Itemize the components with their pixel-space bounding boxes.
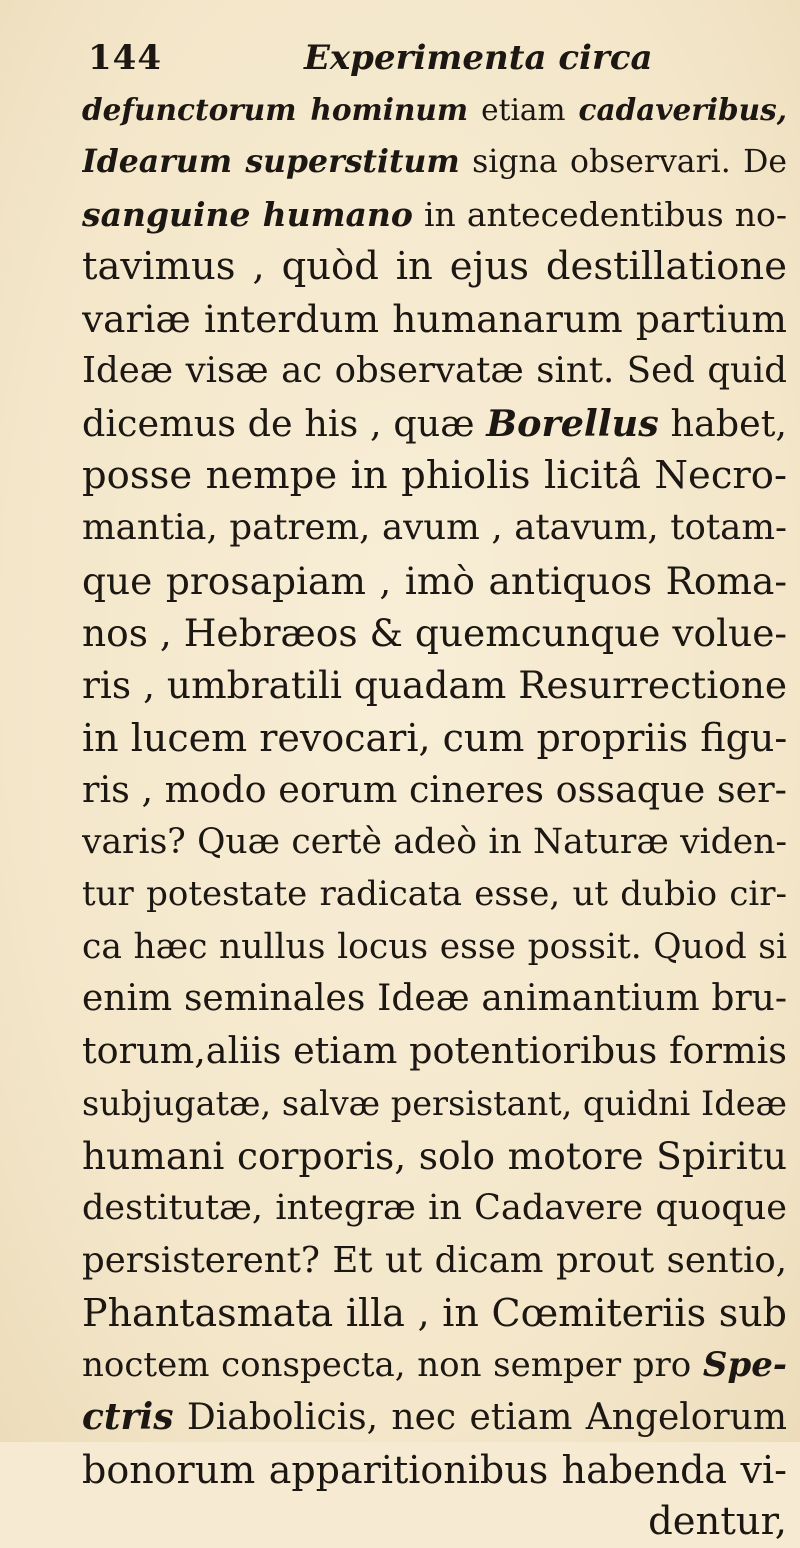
text-line <box>82 607 787 659</box>
italic-text: defunctorum hominum <box>82 92 469 127</box>
text-segment: dicemus de his , quæ <box>82 401 487 445</box>
italic-text: sanguine humano <box>82 194 413 234</box>
text-line <box>82 189 787 241</box>
running-head: Experimenta circa <box>304 38 653 78</box>
text-segment: que prosapiam , imò antiquos Roma- <box>82 558 787 603</box>
text-segment: etiam <box>468 93 579 127</box>
text-segment: tavimus , quòd in ejus destillatione <box>82 243 787 289</box>
text-segment: variæ interdum humanarum partium <box>82 297 787 342</box>
text-segment: enim seminales Ideæ animantium bru- <box>82 978 787 1020</box>
text-segment: Diabolicis, nec etiam Angelorum <box>173 1397 787 1439</box>
text-line <box>82 868 787 920</box>
text-segment: humani corporis, solo motore Spiritu <box>82 1133 787 1178</box>
text-segment: ca hæc nullus locus esse possit. Quod si <box>82 926 787 967</box>
text-line <box>82 816 787 868</box>
text-segment: signa observari. De <box>459 144 787 181</box>
text-segment: tur potestate radicata esse, ut dubio cir- <box>82 874 787 915</box>
text-line <box>82 241 787 293</box>
text-line <box>82 84 787 136</box>
text-segment: varis? Quæ certè adeò in Naturæ viden- <box>82 822 787 863</box>
italic-text: Borellus <box>486 401 659 445</box>
text-segment: in lucem revocari, cum propriis figu- <box>82 715 787 760</box>
text-segment: ris , umbratili quadam Resurrectione <box>82 663 787 708</box>
text-line <box>82 398 787 450</box>
text-segment: noctem conspecta, non semper pro <box>82 1345 703 1386</box>
text-segment: dentur, <box>648 1499 787 1545</box>
body-text <box>82 84 787 1548</box>
text-line <box>82 1444 787 1496</box>
italic-text: ctris <box>82 1396 174 1439</box>
text-line <box>82 1182 787 1234</box>
text-line <box>82 1496 787 1548</box>
text-segment: Phantasmata illa , in Cœmiteriis sub <box>82 1290 787 1335</box>
page-header <box>88 36 738 82</box>
italic-text: Spe- <box>702 1345 787 1386</box>
text-line <box>82 764 787 816</box>
text-segment: mantia, patrem, avum , atavum, totam- <box>82 507 787 549</box>
text-line <box>82 555 787 607</box>
text-line <box>82 1078 787 1130</box>
page-number: 144 <box>88 38 162 78</box>
text-line <box>82 1025 787 1077</box>
text-line <box>82 450 787 502</box>
text-line <box>82 502 787 554</box>
text-line <box>82 1130 787 1182</box>
text-segment: subjugatæ, salvæ persistant, quidni Ideæ <box>82 1083 787 1123</box>
text-segment: persisterent? Et ut dicam prout sentio, <box>82 1239 787 1281</box>
text-line <box>82 345 787 397</box>
text-segment: in antecedentibus no- <box>412 194 787 234</box>
text-segment: habet, <box>658 401 787 445</box>
text-line <box>82 1391 787 1443</box>
text-segment: ris , modo eorum cineres ossaque ser- <box>82 767 787 811</box>
italic-text: cadaveribus, <box>578 92 787 127</box>
text-line <box>82 659 787 711</box>
italic-text: Idearum superstitum <box>82 143 460 181</box>
text-line <box>82 293 787 345</box>
text-segment: nos , Hebræos & quemcunque volue- <box>82 610 787 655</box>
text-segment: posse nempe in phiolis licitâ Necro- <box>82 453 787 499</box>
text-line <box>82 1235 787 1287</box>
text-segment: Ideæ visæ ac observatæ sint. Sed quid <box>82 350 787 392</box>
text-line <box>82 1287 787 1339</box>
text-segment: destitutæ, integræ in Cadavere quoque <box>82 1188 787 1229</box>
text-line <box>82 973 787 1025</box>
text-line <box>82 712 787 764</box>
text-line <box>82 1339 787 1391</box>
text-segment: bonorum apparitionibus habenda vi- <box>82 1447 787 1492</box>
text-line <box>82 921 787 973</box>
text-line <box>82 136 787 188</box>
text-segment: torum,aliis etiam potentioribus formis <box>82 1029 787 1073</box>
